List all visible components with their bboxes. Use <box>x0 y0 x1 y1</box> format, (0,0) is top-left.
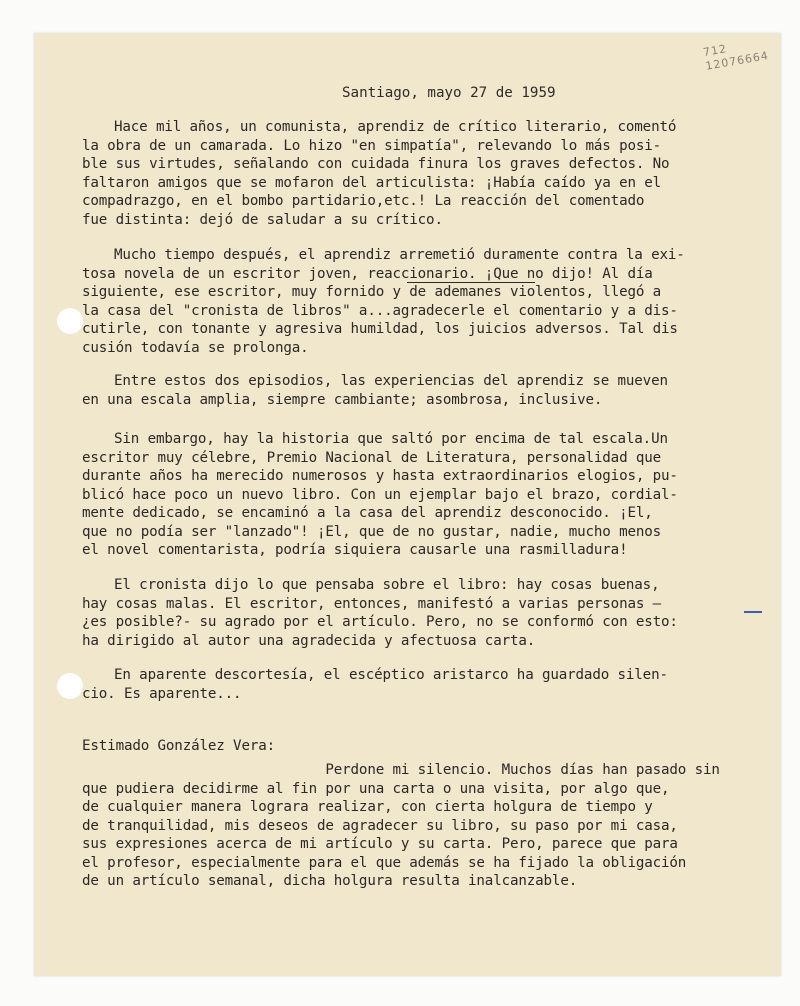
archive-pencil-note: 712 12076664 <box>702 42 770 73</box>
paragraph-4-line: Sin embargo, hay la historia que saltó por encima de tal escala.Un <box>114 431 668 447</box>
letter-line: de un artículo semanal, dicha holgura resulta inalcanzable. <box>82 873 578 889</box>
paragraph-4-line: blicó hace poco un nuevo libro. Con un ejemplar bajo el brazo, cordial- <box>82 486 678 503</box>
paragraph-5-line: ¿es posible?- su agrado por el artículo. Pero, no se conformó con esto: <box>82 614 678 630</box>
paragraph-2-line: cutirle, con tonante y agresiva humildad, los juicios adversos. Tal dis <box>82 321 678 337</box>
paragraph-6-line: En aparente descortesía, el escéptico aristarco ha guardado silen- <box>114 667 668 683</box>
letter-line: que pudiera decidirme al fin por una carta o una visita, por algo que, <box>82 780 670 797</box>
paragraph-1-line: compadrazgo, en el bombo partidario,etc.! La reacción del comentado <box>82 193 645 209</box>
paragraph-4-line: durante años ha merecido numerosos y hasta extraordinarios elogios, pu- <box>82 468 678 484</box>
letter-dateline: Santiago, mayo 27 de 1959 <box>342 85 556 101</box>
paragraph-4-line: mente dedicado, se encaminó a la casa del aprendiz desconocido. ¡El, <box>82 505 653 521</box>
blue-ink-mark <box>744 611 762 613</box>
paragraph-6-line: cio. Es aparente... <box>82 685 242 702</box>
letter-salutation: Estimado González Vera: <box>82 738 276 754</box>
paragraph-4-line: que no podía ser "lanzado"! ¡El, que de no gustar, nadie, mucho menos <box>82 523 662 540</box>
paragraph-1-line: Hace mil años, un comunista, aprendiz de crítico literario, comentó <box>114 119 677 135</box>
paragraph-1-line: fue distinta: dejó de saludar a su crítico. <box>82 211 443 228</box>
paragraph-3-line: Entre estos dos episodios, las experiencias del aprendiz se mueven <box>114 373 668 389</box>
paragraph-4-line: escritor muy célebre, Premio Nacional de Literatura, personalidad que <box>82 449 662 466</box>
paragraph-5-line: El cronista dijo lo que pensaba sobre el libro: hay cosas buenas, <box>114 577 660 593</box>
paragraph-1-line: faltaron amigos que se mofaron del articulista: ¡Había caído ya en el <box>82 174 662 191</box>
letter-line: de tranquilidad, mis deseos de agradecer su libro, su paso por mi casa, <box>82 817 678 834</box>
letter-line: el profesor, especialmente para el que además se ha fijado la obligación <box>82 854 687 871</box>
letter-line: sus expresiones acerca de mi artículo y su carta. Pero, parece que para <box>82 836 678 852</box>
punch-hole-lower <box>57 673 83 699</box>
paragraph-2-line: la casa del "cronista de libros" a...agradecerle el comentario y a dis- <box>82 302 678 319</box>
paragraph-3-line: en una escala amplia, siempre cambiante; asombrosa, inclusive. <box>82 391 603 408</box>
paragraph-5-line: ha dirigido al autor una agradecida y afectuosa carta. <box>82 632 536 649</box>
paragraph-4-line: el novel comentarista, podría siquiera causarle una rasmilladura! <box>82 542 628 558</box>
punch-hole-upper <box>57 308 83 334</box>
letter-line: de cualquier manera lograra realizar, con cierta holgura de tiempo y <box>82 799 653 815</box>
paragraph-5-line: hay cosas malas. El escritor, entonces, manifestó a varias personas — <box>82 595 662 612</box>
letter-line: Perdone mi silencio. Muchos días han pasado sin <box>82 762 720 778</box>
handwritten-underline <box>407 282 535 283</box>
paragraph-2-line: Mucho tiempo después, el aprendiz arremetió duramente contra la exi- <box>114 247 685 263</box>
paragraph-2-line: siguiente, ese escritor, muy fornido y de ademanes violentos, llegó a <box>82 284 662 300</box>
paragraph-1-line: ble sus virtudes, señalando con cuidada finura los graves defectos. No <box>82 156 670 172</box>
paragraph-1-line: la obra de un camarada. Lo hizo "en simpatía", relevando lo más posi- <box>82 137 662 154</box>
paragraph-2-line: cusión todavía se prolonga. <box>82 339 309 356</box>
paragraph-2-line: tosa novela de un escritor joven, reaccionario. ¡Que no dijo! Al día <box>82 265 653 282</box>
